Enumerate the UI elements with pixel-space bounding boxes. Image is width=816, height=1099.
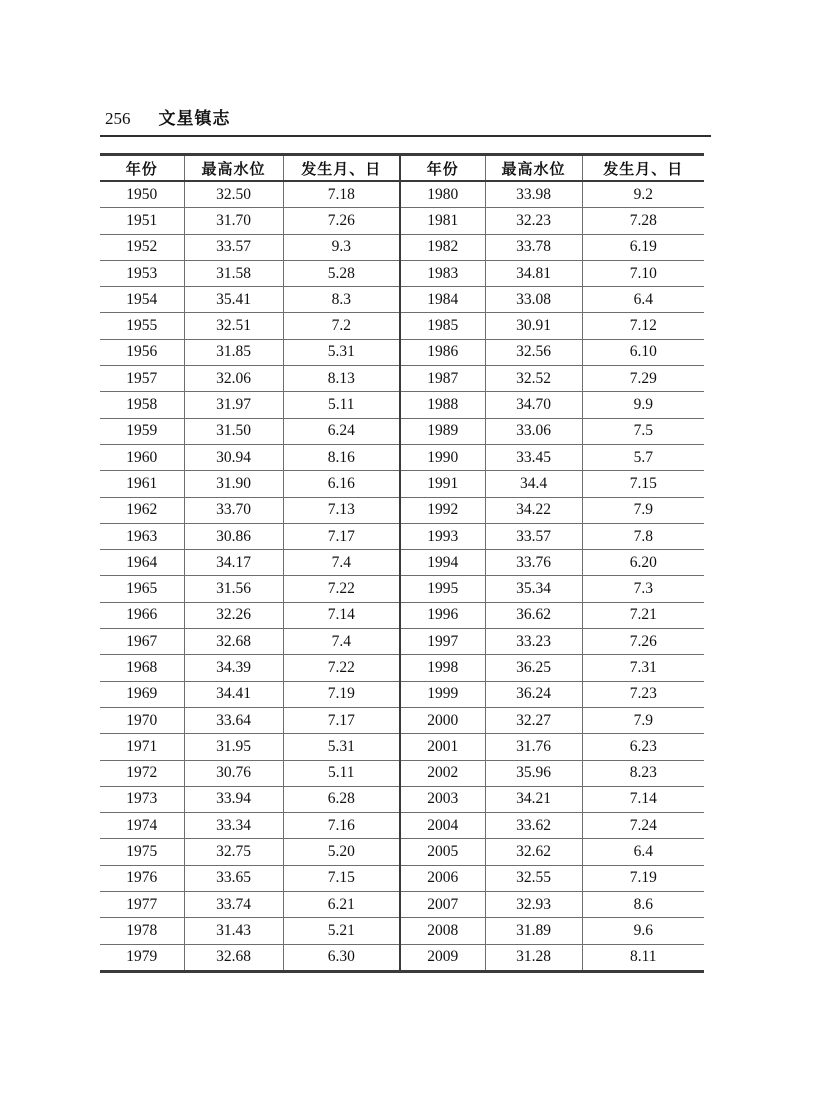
table-row <box>100 313 704 339</box>
year-cell: 1966 <box>100 602 184 628</box>
water-level-cell: 36.24 <box>485 681 582 707</box>
water-level-cell: 33.45 <box>485 444 582 470</box>
water-level-cell: 34.41 <box>184 681 283 707</box>
table-row <box>100 576 704 602</box>
water-level-cell: 35.34 <box>485 576 582 602</box>
table-row <box>100 497 704 523</box>
month-day-cell: 6.10 <box>582 339 704 365</box>
water-level-cell: 32.68 <box>184 944 283 971</box>
table-row <box>100 602 704 628</box>
table-row <box>100 892 704 918</box>
year-cell: 1964 <box>100 550 184 576</box>
year-cell: 1992 <box>400 497 485 523</box>
water-level-cell: 33.08 <box>485 287 582 313</box>
water-level-cell: 35.41 <box>184 287 283 313</box>
month-day-cell: 6.23 <box>582 734 704 760</box>
month-day-cell: 5.11 <box>283 760 400 786</box>
month-day-cell: 7.26 <box>283 208 400 234</box>
month-day-cell: 5.31 <box>283 734 400 760</box>
month-day-cell: 6.24 <box>283 418 400 444</box>
month-day-cell: 6.30 <box>283 944 400 971</box>
water-level-cell: 31.85 <box>184 339 283 365</box>
water-level-cell: 32.75 <box>184 839 283 865</box>
year-cell: 1955 <box>100 313 184 339</box>
table-row <box>100 550 704 576</box>
water-level-cell: 33.23 <box>485 629 582 655</box>
year-cell: 1967 <box>100 629 184 655</box>
month-day-cell: 7.9 <box>582 497 704 523</box>
water-level-cell: 33.34 <box>184 813 283 839</box>
water-level-cell: 31.70 <box>184 208 283 234</box>
water-level-cell: 33.06 <box>485 418 582 444</box>
month-day-cell: 7.15 <box>582 471 704 497</box>
month-day-cell: 8.6 <box>582 892 704 918</box>
month-day-cell: 5.7 <box>582 444 704 470</box>
water-level-cell: 32.93 <box>485 892 582 918</box>
water-level-cell: 33.62 <box>485 813 582 839</box>
page-number: 256 <box>105 109 131 128</box>
table-row <box>100 366 704 392</box>
water-table-body <box>100 181 704 971</box>
year-cell: 1995 <box>400 576 485 602</box>
year-cell: 1979 <box>100 944 184 971</box>
year-cell: 1970 <box>100 707 184 733</box>
year-cell: 1982 <box>400 234 485 260</box>
month-day-cell: 7.16 <box>283 813 400 839</box>
year-cell: 1980 <box>400 181 485 208</box>
water-level-cell: 33.64 <box>184 707 283 733</box>
water-level-cell: 32.50 <box>184 181 283 208</box>
water-level-cell: 36.25 <box>485 655 582 681</box>
month-day-cell: 8.13 <box>283 366 400 392</box>
table-row <box>100 260 704 286</box>
month-day-cell: 5.28 <box>283 260 400 286</box>
month-day-cell: 7.14 <box>283 602 400 628</box>
table-row <box>100 629 704 655</box>
header-max-water-level-right: 最高水位 <box>485 155 582 182</box>
water-level-cell: 34.22 <box>485 497 582 523</box>
month-day-cell: 7.29 <box>582 366 704 392</box>
month-day-cell: 7.4 <box>283 629 400 655</box>
year-cell: 2004 <box>400 813 485 839</box>
water-level-cell: 34.17 <box>184 550 283 576</box>
water-level-cell: 32.62 <box>485 839 582 865</box>
water-level-cell: 31.43 <box>184 918 283 944</box>
month-day-cell: 7.8 <box>582 523 704 549</box>
year-cell: 1961 <box>100 471 184 497</box>
table-row <box>100 944 704 971</box>
water-level-cell: 30.86 <box>184 523 283 549</box>
year-cell: 2009 <box>400 944 485 971</box>
water-level-cell: 34.21 <box>485 786 582 812</box>
header-max-water-level-left: 最高水位 <box>184 155 283 182</box>
month-day-cell: 7.26 <box>582 629 704 655</box>
year-cell: 1969 <box>100 681 184 707</box>
month-day-cell: 7.22 <box>283 655 400 681</box>
water-level-cell: 32.26 <box>184 602 283 628</box>
year-cell: 1991 <box>400 471 485 497</box>
table-row <box>100 760 704 786</box>
month-day-cell: 7.2 <box>283 313 400 339</box>
month-day-cell: 5.31 <box>283 339 400 365</box>
month-day-cell: 7.15 <box>283 865 400 891</box>
month-day-cell: 7.31 <box>582 655 704 681</box>
month-day-cell: 8.16 <box>283 444 400 470</box>
table-row <box>100 734 704 760</box>
table-row <box>100 707 704 733</box>
month-day-cell: 7.9 <box>582 707 704 733</box>
table-row <box>100 681 704 707</box>
page-header <box>100 109 711 137</box>
year-cell: 1954 <box>100 287 184 313</box>
month-day-cell: 9.3 <box>283 234 400 260</box>
table-row <box>100 655 704 681</box>
year-cell: 1953 <box>100 260 184 286</box>
month-day-cell: 7.12 <box>582 313 704 339</box>
month-day-cell: 9.6 <box>582 918 704 944</box>
month-day-cell: 7.5 <box>582 418 704 444</box>
month-day-cell: 6.4 <box>582 287 704 313</box>
month-day-cell: 9.2 <box>582 181 704 208</box>
month-day-cell: 7.17 <box>283 523 400 549</box>
water-level-cell: 31.28 <box>485 944 582 971</box>
table-row <box>100 786 704 812</box>
month-day-cell: 7.3 <box>582 576 704 602</box>
water-level-cell: 33.70 <box>184 497 283 523</box>
year-cell: 1986 <box>400 339 485 365</box>
water-level-cell: 33.57 <box>485 523 582 549</box>
table-row <box>100 392 704 418</box>
water-level-cell: 30.94 <box>184 444 283 470</box>
year-cell: 1988 <box>400 392 485 418</box>
year-cell: 1965 <box>100 576 184 602</box>
water-level-cell: 34.70 <box>485 392 582 418</box>
year-cell: 1959 <box>100 418 184 444</box>
month-day-cell: 5.21 <box>283 918 400 944</box>
table-row <box>100 418 704 444</box>
water-level-cell: 32.06 <box>184 366 283 392</box>
year-cell: 1960 <box>100 444 184 470</box>
month-day-cell: 6.21 <box>283 892 400 918</box>
year-cell: 2005 <box>400 839 485 865</box>
water-level-cell: 34.39 <box>184 655 283 681</box>
water-level-cell: 30.91 <box>485 313 582 339</box>
water-level-cell: 31.58 <box>184 260 283 286</box>
water-level-cell: 33.65 <box>184 865 283 891</box>
month-day-cell: 8.11 <box>582 944 704 971</box>
table-row <box>100 918 704 944</box>
table-row <box>100 865 704 891</box>
water-level-cell: 36.62 <box>485 602 582 628</box>
month-day-cell: 7.23 <box>582 681 704 707</box>
year-cell: 1952 <box>100 234 184 260</box>
year-cell: 1958 <box>100 392 184 418</box>
table-row <box>100 813 704 839</box>
year-cell: 1973 <box>100 786 184 812</box>
year-cell: 1957 <box>100 366 184 392</box>
year-cell: 1989 <box>400 418 485 444</box>
month-day-cell: 6.4 <box>582 839 704 865</box>
header-occurrence-date-left: 发生月、日 <box>283 155 400 182</box>
header-year-left: 年份 <box>100 155 184 182</box>
table-row <box>100 181 704 208</box>
year-cell: 1998 <box>400 655 485 681</box>
month-day-cell: 9.9 <box>582 392 704 418</box>
month-day-cell: 5.11 <box>283 392 400 418</box>
water-level-cell: 34.4 <box>485 471 582 497</box>
water-level-cell: 34.81 <box>485 260 582 286</box>
water-level-cell: 33.78 <box>485 234 582 260</box>
year-cell: 1963 <box>100 523 184 549</box>
water-level-cell: 31.90 <box>184 471 283 497</box>
year-cell: 1997 <box>400 629 485 655</box>
month-day-cell: 7.10 <box>582 260 704 286</box>
month-day-cell: 7.19 <box>582 865 704 891</box>
year-cell: 1956 <box>100 339 184 365</box>
year-cell: 1981 <box>400 208 485 234</box>
water-level-cell: 32.23 <box>485 208 582 234</box>
month-day-cell: 6.19 <box>582 234 704 260</box>
month-day-cell: 7.22 <box>283 576 400 602</box>
month-day-cell: 7.21 <box>582 602 704 628</box>
month-day-cell: 5.20 <box>283 839 400 865</box>
year-cell: 2002 <box>400 760 485 786</box>
year-cell: 2006 <box>400 865 485 891</box>
year-cell: 1978 <box>100 918 184 944</box>
water-level-table <box>100 153 704 973</box>
year-cell: 1987 <box>400 366 485 392</box>
month-day-cell: 8.3 <box>283 287 400 313</box>
month-day-cell: 7.17 <box>283 707 400 733</box>
month-day-cell: 7.19 <box>283 681 400 707</box>
year-cell: 1968 <box>100 655 184 681</box>
table-row <box>100 839 704 865</box>
year-cell: 2007 <box>400 892 485 918</box>
water-level-cell: 31.56 <box>184 576 283 602</box>
month-day-cell: 6.20 <box>582 550 704 576</box>
year-cell: 1985 <box>400 313 485 339</box>
table-row <box>100 339 704 365</box>
year-cell: 1994 <box>400 550 485 576</box>
header-occurrence-date-right: 发生月、日 <box>582 155 704 182</box>
water-level-cell: 32.27 <box>485 707 582 733</box>
water-level-cell: 31.89 <box>485 918 582 944</box>
water-level-cell: 33.94 <box>184 786 283 812</box>
year-cell: 1996 <box>400 602 485 628</box>
month-day-cell: 7.4 <box>283 550 400 576</box>
water-level-cell: 33.76 <box>485 550 582 576</box>
year-cell: 1999 <box>400 681 485 707</box>
table-row <box>100 234 704 260</box>
water-level-cell: 31.50 <box>184 418 283 444</box>
year-cell: 1993 <box>400 523 485 549</box>
table-header-row <box>100 155 704 182</box>
year-cell: 2003 <box>400 786 485 812</box>
water-level-cell: 32.56 <box>485 339 582 365</box>
table-row <box>100 523 704 549</box>
year-cell: 1950 <box>100 181 184 208</box>
water-level-cell: 33.98 <box>485 181 582 208</box>
year-cell: 1951 <box>100 208 184 234</box>
year-cell: 2001 <box>400 734 485 760</box>
header-year-right: 年份 <box>400 155 485 182</box>
year-cell: 1977 <box>100 892 184 918</box>
table-row <box>100 444 704 470</box>
book-title: 文星镇志 <box>158 109 231 128</box>
water-level-cell: 35.96 <box>485 760 582 786</box>
year-cell: 1990 <box>400 444 485 470</box>
year-cell: 1971 <box>100 734 184 760</box>
table-row <box>100 208 704 234</box>
month-day-cell: 7.18 <box>283 181 400 208</box>
water-level-cell: 31.95 <box>184 734 283 760</box>
year-cell: 1972 <box>100 760 184 786</box>
year-cell: 1975 <box>100 839 184 865</box>
water-level-cell: 30.76 <box>184 760 283 786</box>
month-day-cell: 6.28 <box>283 786 400 812</box>
year-cell: 1976 <box>100 865 184 891</box>
month-day-cell: 8.23 <box>582 760 704 786</box>
table-row <box>100 287 704 313</box>
year-cell: 1962 <box>100 497 184 523</box>
water-level-cell: 33.57 <box>184 234 283 260</box>
table-row <box>100 471 704 497</box>
water-level-cell: 32.51 <box>184 313 283 339</box>
month-day-cell: 7.14 <box>582 786 704 812</box>
month-day-cell: 7.24 <box>582 813 704 839</box>
year-cell: 2008 <box>400 918 485 944</box>
water-level-cell: 32.52 <box>485 366 582 392</box>
year-cell: 1974 <box>100 813 184 839</box>
water-level-cell: 32.55 <box>485 865 582 891</box>
year-cell: 1984 <box>400 287 485 313</box>
month-day-cell: 7.13 <box>283 497 400 523</box>
water-level-cell: 32.68 <box>184 629 283 655</box>
month-day-cell: 6.16 <box>283 471 400 497</box>
water-level-cell: 33.74 <box>184 892 283 918</box>
water-level-cell: 31.76 <box>485 734 582 760</box>
year-cell: 1983 <box>400 260 485 286</box>
water-level-cell: 31.97 <box>184 392 283 418</box>
month-day-cell: 7.28 <box>582 208 704 234</box>
year-cell: 2000 <box>400 707 485 733</box>
